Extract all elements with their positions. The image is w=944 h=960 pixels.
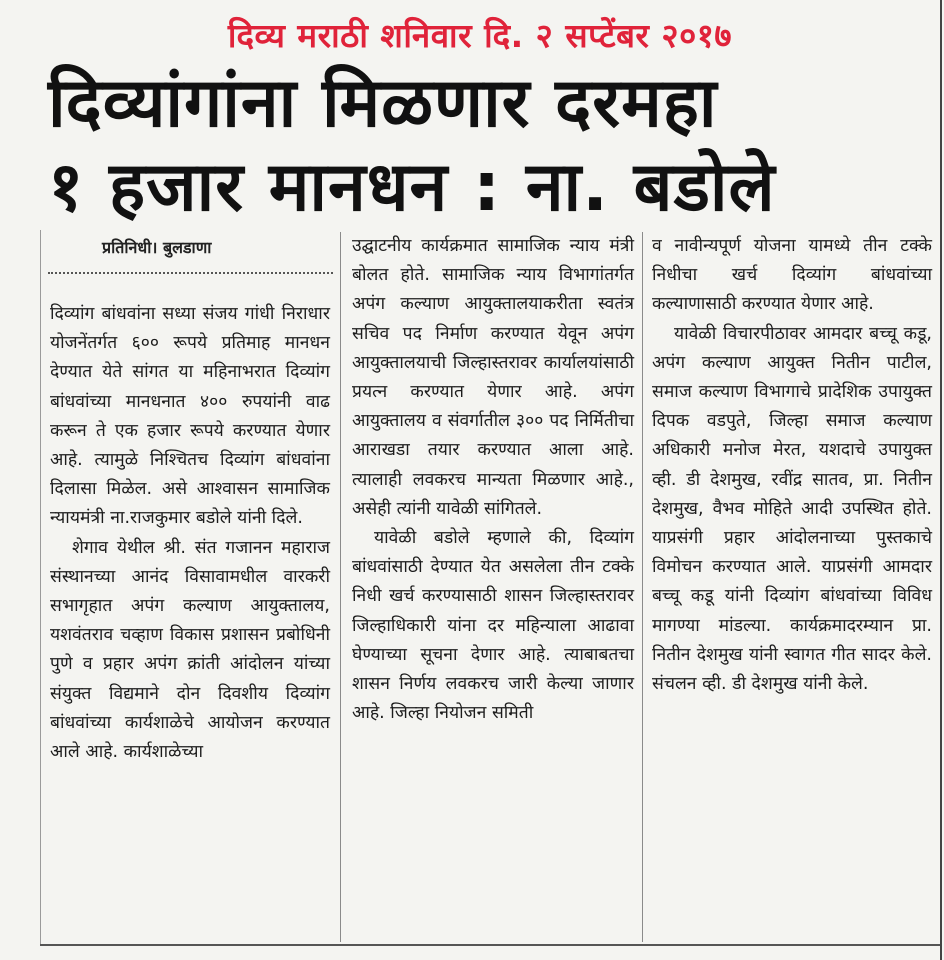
masthead: दिव्य मराठी शनिवार दि. २ सप्टेंबर २०१७ (227, 16, 733, 55)
headline-line-1: दिव्यांगांना मिळणार दरमहा (48, 64, 718, 143)
paragraph: यावेळी विचारपीठावर आमदार बच्चू कडू, अपंग कल्याण आयुक्त नितीन पाटील, समाज कल्याण विभागाचे प्रादेशिक उपायुक्त दिपक वडपुते, जिल्हा समाज कल्याण अधिकारी मनोज मेरत, यशदाचे उपायुक्त व्ही. डी देशमुख, रवींद्र सातव, प्रा. नितीन देशमुख, वैभव मोहिते आदी उपस्थित होते. याप्रसंगी प्रहार आंदोलनाच्या पुस्तकाचे विमोचन करण्यात आले. याप्रसंगी आमदार बच्चू कडू यांनी दिव्यांग बांधवांच्या विविध मागण्या मांडल्या. कार्यक्रमादरम्यान प्रा. नितीन देशमुख यांनी स्वागत गीत सादर केले. संचलन व्ही. डी देशमुख यांनी केले. (652, 323, 932, 695)
bottom-border (40, 944, 940, 946)
paragraph: व नावीन्यपूर्ण योजना यामध्ये तीन टक्के निधीचा खर्च दिव्यांग बांधवांच्या कल्याणासाठी करण्यात येणार आहे. (652, 236, 932, 315)
column-divider (642, 232, 643, 942)
paragraph: उद्घाटनीय कार्यक्रमात सामाजिक न्याय मंत्री बोलत होते. सामाजिक न्याय विभागांतर्गत अपंग कल्याण आयुक्तालयाकरीता स्वतंत्र सचिव पद निर्माण करण्यात येवून अपंग आयुक्तालयाची जिल्हास्तरावर कार्यालयांसाठी प्रयत्न करण्यात येणार आहे. अपंग आयुक्तालय व संवर्गातील ३०० पद निर्मितीचा आराखडा तयार करण्यात आला आहे. त्यालाही लवकरच मान्यता मिळणार आहे., असेही त्यांनी यावेळी सांगितले. (352, 236, 634, 519)
headline-line-2: १ हजार मानधन : ना. बडोले (48, 148, 776, 227)
left-border (40, 230, 41, 945)
paragraph: दिव्यांग बांधवांना सध्या संजय गांधी निराधार योजनेंतर्गत ६०० रूपये प्रतिमाह मानधन देण्यात येते सांगत या महिनाभरात दिव्यांग बांधवांच्या मानधनात ४०० रुपयांनी वाढ करून ते एक हजार रूपये करण्यात येणार आहे. त्यामुळे निश्चितच दिव्यांग बांधवांना दिलासा मिळेल. असे आश्वासन सामाजिक न्यायमंत्री ना.राजकुमार बडोले यांनी दिले. (50, 304, 330, 529)
article-column-1 (50, 300, 330, 767)
paragraph: यावेळी बडोले म्हणाले की, दिव्यांग बांधवांसाठी देण्यात येत असलेला तीन टक्के निधी खर्च करण्यासाठी शासन जिल्हास्तरावर जिल्हाधिकारी यांना दर महिन्याला आढावा घेण्याच्या सूचना देणार आहे. त्याबाबतचा शासन निर्णय लवकरच जारी केल्या जाणार आहे. जिल्हा नियोजन समिती (352, 528, 634, 724)
paragraph: शेगाव येथील श्री. संत गजानन महाराज संस्थानच्या आनंद विसावामधील वारकरी सभागृहात अपंग कल्याण आयुक्तालय, यशवंतराव चव्हाण विकास प्रशासन प्रबोधिनी पुणे व प्रहार अपंग क्रांती आंदोलन यांच्या संयुक्त विद्यमाने दोन दिवशीय दिव्यांग बांधवांच्या कार्यशाळेचे आयोजन करण्यात आले आहे. कार्यशाळेच्या (50, 537, 330, 763)
column-divider (340, 232, 341, 942)
headline (48, 62, 908, 230)
article-column-2 (352, 232, 634, 728)
article-column-3 (652, 232, 932, 699)
right-border (940, 0, 942, 960)
byline-divider (48, 272, 333, 274)
byline: प्रतिनिधी। बुलडाणा (102, 238, 212, 257)
